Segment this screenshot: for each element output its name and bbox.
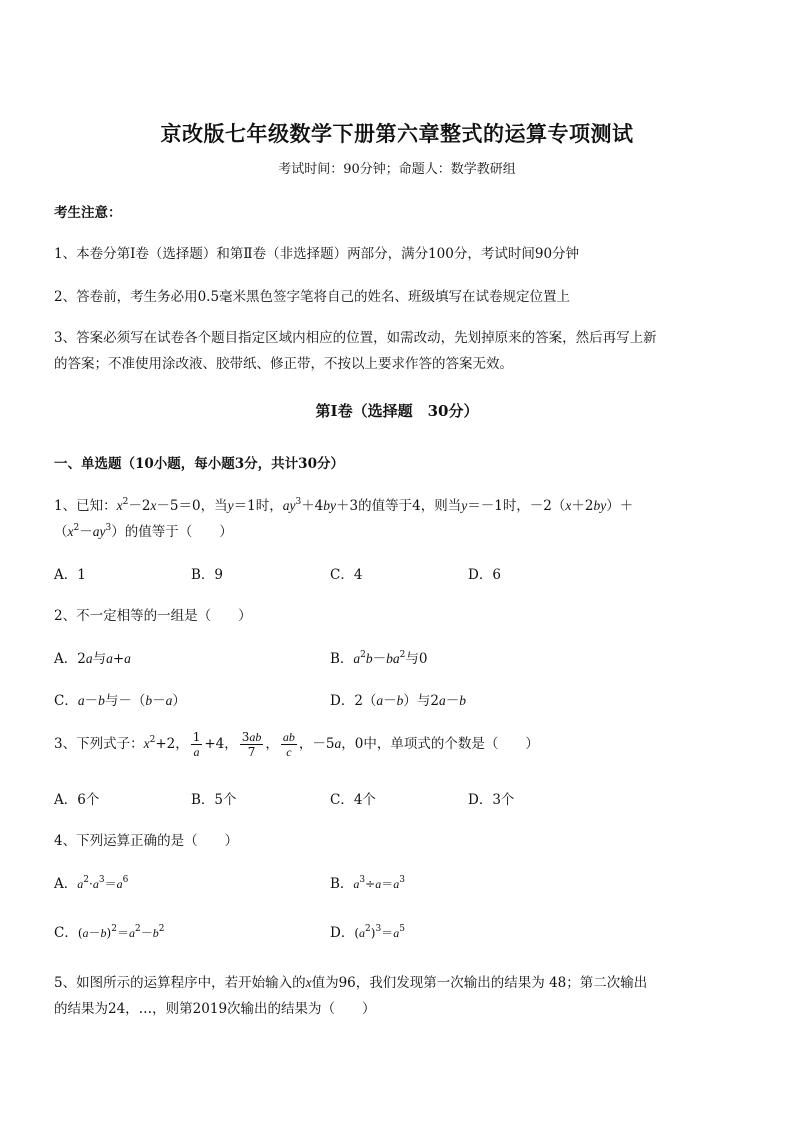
q1-option-a[interactable]: A．1 [54, 567, 86, 583]
q3-option-c[interactable]: C．4个 [330, 792, 376, 808]
q4-option-c[interactable]: C．$(a-b)^2=a^2-b^2$ [54, 924, 165, 941]
q1-option-d[interactable]: D．6 [468, 567, 501, 583]
notice-heading: 考生注意： [54, 205, 122, 221]
page-title: 京改版七年级数学下册第六章整式的运算专项测试 [160, 121, 634, 146]
q4-option-a[interactable]: A．$a^2\cdot a^3=a^6$ [54, 875, 129, 892]
q4-option-d[interactable]: D．$(a^2)^3=a^5$ [330, 924, 405, 941]
notice-item-3-cont: 的答案；不准使用涂改液、胶带纸、修正带，不按以上要求作答的答案无效。 [54, 356, 513, 372]
fraction-3ab-over-7: $\frac{3ab}{7}$ [241, 730, 262, 759]
q2-option-b[interactable]: B．$a^2b-ba^2$与0 [330, 650, 428, 667]
part-heading: 一、单选题（10小题，每小题3分，共计30分） [54, 456, 344, 472]
exam-info: 考试时间：90分钟；命题人：数学教研组 [278, 162, 516, 177]
question-1-line2: $(x^2-ay^3)$的值等于（ ） [54, 523, 233, 540]
notice-item-3: 3、答案必须写在试卷各个题目指定区域内相应的位置，如需改动，先划掉原来的答案，然后再写上新 [54, 330, 657, 346]
section-title: 第Ⅰ卷（选择题 30分） [315, 402, 479, 420]
q4-option-b[interactable]: B．$a^3\div a=a^3$ [330, 875, 405, 892]
q2-option-a[interactable]: A．2a与a+a [54, 651, 131, 667]
question-4-stem: 4、下列运算正确的是（ ） [54, 833, 239, 849]
q1-option-c[interactable]: C．4 [330, 567, 363, 583]
q1-option-b[interactable]: B．9 [191, 567, 224, 583]
q2-option-d[interactable]: D．2（a－b）与2a－b [330, 693, 467, 709]
notice-item-1: 1、本卷分第Ⅰ卷（选择题）和第Ⅱ卷（非选择题）两部分，满分100分，考试时间90分钟 [54, 246, 580, 262]
q2-option-c[interactable]: C．a－b与－（b－a） [54, 693, 186, 709]
q3-option-a[interactable]: A．6个 [54, 792, 100, 808]
question-2-stem: 2、不一定相等的一组是（ ） [54, 608, 252, 624]
fraction-ab-over-c: $\frac{ab}{c}$ [282, 730, 295, 759]
notice-item-2: 2、答卷前，考生务必用0.5毫米黑色签字笔将自己的姓名、班级填写在试卷规定位置上 [54, 289, 571, 305]
question-5-line2: 的结果为24，…，则第2019次输出的结果为（ ） [54, 1001, 376, 1017]
question-5-line1: 5、如图所示的运算程序中，若开始输入的x值为96，我们发现第一次输出的结果为 48；第二次输出 [54, 975, 648, 991]
q3-option-d[interactable]: D．3个 [468, 792, 515, 808]
question-3-stem: 3、下列式子：$x^2+2$， $\frac{1}{a}$ +4， $\frac{3ab}{7}$ ， $\frac{ab}{c}$ ，－5a，0中，单项式的个数是（ ） [54, 730, 539, 759]
q3-option-b[interactable]: B．5个 [191, 792, 237, 808]
fraction-1-over-a: $\frac{1}{a}$ [192, 730, 201, 759]
question-1-line1: 1、已知：$x^2-2x-5=0$，当y＝1时，$ay^3+4by+3$的值等于4，则当y＝－1时，－2（x＋2by）＋ [54, 497, 634, 514]
